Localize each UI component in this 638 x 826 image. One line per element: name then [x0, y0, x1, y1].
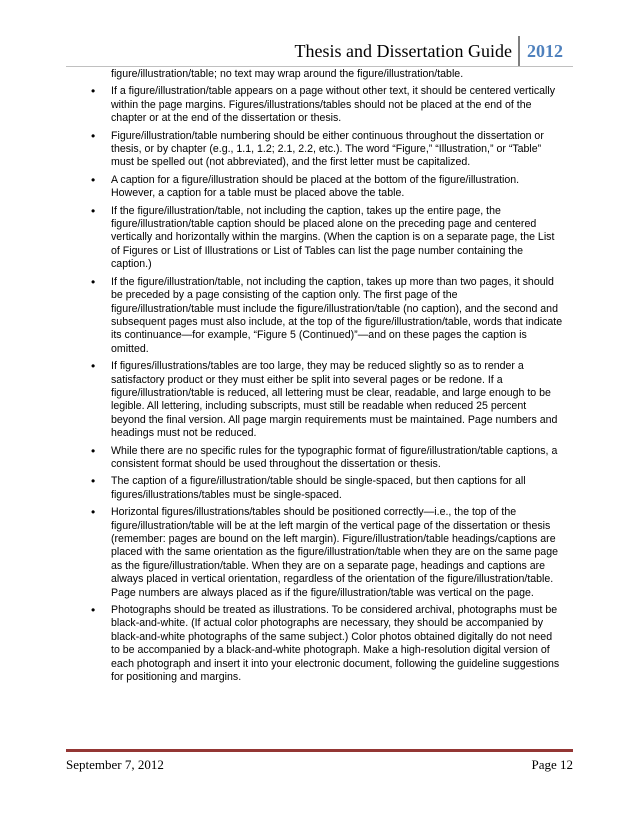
page-header	[295, 36, 563, 66]
bullet-icon: •	[91, 128, 96, 143]
bullet-item	[89, 174, 563, 201]
bullet-list	[89, 85, 563, 684]
bullet-item	[89, 276, 563, 356]
bullet-icon: •	[91, 603, 96, 618]
bullet-icon: •	[91, 359, 96, 374]
bullet-text: A caption for a figure/illustration should be placed at the bottom of the figure/illustration. However, a caption for a table must be placed above the table.	[111, 173, 520, 200]
bullet-text: The caption of a figure/illustration/table should be single-spaced, but then captions for all figures/illustrations/tables must be single-spaced.	[111, 475, 526, 501]
bullet-icon: •	[91, 505, 96, 520]
bullet-text: If the figure/illustration/table, not including the caption, takes up more than two pages, it should be preceded by a page consisting of the caption only. The first page of the figure/illustration/table must include the figure/illustration/table (no caption), and the second and subsequent pages must also include, at the top of the figure/illustration/table, words that indicate its continuance—for example, “Figure 5 (Continued)”—and on these pages the caption is omitted.	[111, 275, 563, 355]
bullet-text: Figure/illustration/table numbering should be either continuous throughout the dissertation or thesis, or by chapter (e.g., 1.1, 1.2; 2.1, 2.2, etc.). The word “Figure,” “Illustration,” or “Table” must be spelled out (not abbreviated), and the first letter must be capitalized.	[111, 129, 544, 169]
bullet-text: Horizontal figures/illustrations/tables should be positioned correctly—i.e., the top of the figure/illustration/table will be at the left margin of the vertical page of the dissertation or thesis (remember: pages are bound on the left margin). Figure/illustration/table headings/captions are placed with the same orientation as the figure/illustration/table when they are on the same page as the figure/illustration/table. When they are on a separate page, headings and captions are always placed in vertical orientation, regardless of the orientation of the figure/illustration/table. Page numbers are always placed as if the figure/illustration/table was vertical on the page.	[111, 506, 558, 599]
header-title: Thesis and Dissertation Guide	[295, 36, 520, 66]
bullet-icon: •	[91, 274, 96, 289]
bullet-item	[89, 475, 563, 502]
header-divider	[66, 66, 573, 67]
bullet-text: If figures/illustrations/tables are too large, they may be reduced slightly so as to render a satisfactory product or they must either be split into several pages or be redone. If a figure/illustration/table is reduced, all lettering must be clear, readable, and large enough to be legible. All lettering, including subscripts, must still be readable when reduced 25 percent beyond the final version. All page margin requirements must be maintained. Page numbers and headings must not be reduced.	[111, 360, 558, 440]
bullet-item	[89, 85, 563, 125]
continued-bullet-text: figure/illustration/table; no text may wrap around the figure/illustration/table.	[111, 68, 464, 80]
bullet-text: While there are no specific rules for the typographic format of figure/illustration/table captions, a consistent format should be used throughout the dissertation or thesis.	[111, 444, 558, 470]
document-body	[89, 68, 563, 688]
bullet-item	[89, 130, 563, 170]
bullet-icon: •	[91, 443, 96, 458]
bullet-icon: •	[91, 203, 96, 218]
footer-date: September 7, 2012	[66, 757, 164, 772]
footer-divider	[66, 749, 573, 752]
bullet-item	[89, 205, 563, 272]
bullet-item	[89, 506, 563, 600]
bullet-text: Photographs should be treated as illustrations. To be considered archival, photographs must be black-and-white. (If actual color photographs are necessary, they should be accompanied by black-and-white photographs of the same subject.) Color photos obtained digitally do not need to be accompanied by a black-and-white photograph. Make a high-resolution digital version of each photograph and insert it into your electronic document, following the guideline suggestions for positioning and margins.	[111, 604, 560, 684]
bullet-item	[89, 604, 563, 684]
bullet-icon: •	[91, 84, 96, 99]
bullet-icon: •	[91, 474, 96, 489]
bullet-item	[89, 445, 563, 472]
bullet-text: If the figure/illustration/table, not including the caption, takes up the entire page, the figure/illustration/table caption should be placed alone on the preceding page and centered vertically and horizontally within the margins. (When the caption is on a separate page, the List of Figures or List of Illustrations or List of Tables can list the page number containing the caption.)	[111, 204, 555, 271]
bullet-item	[89, 360, 563, 440]
bullet-icon: •	[91, 172, 96, 187]
header-year: 2012	[527, 41, 563, 61]
footer-page-number: Page 12	[531, 757, 573, 772]
bullet-text: If a figure/illustration/table appears on a page without other text, it should be centered vertically within the page margins. Figures/illustrations/tables should not be placed at the end of the chapter or at the end of the dissertation or thesis.	[111, 85, 556, 125]
